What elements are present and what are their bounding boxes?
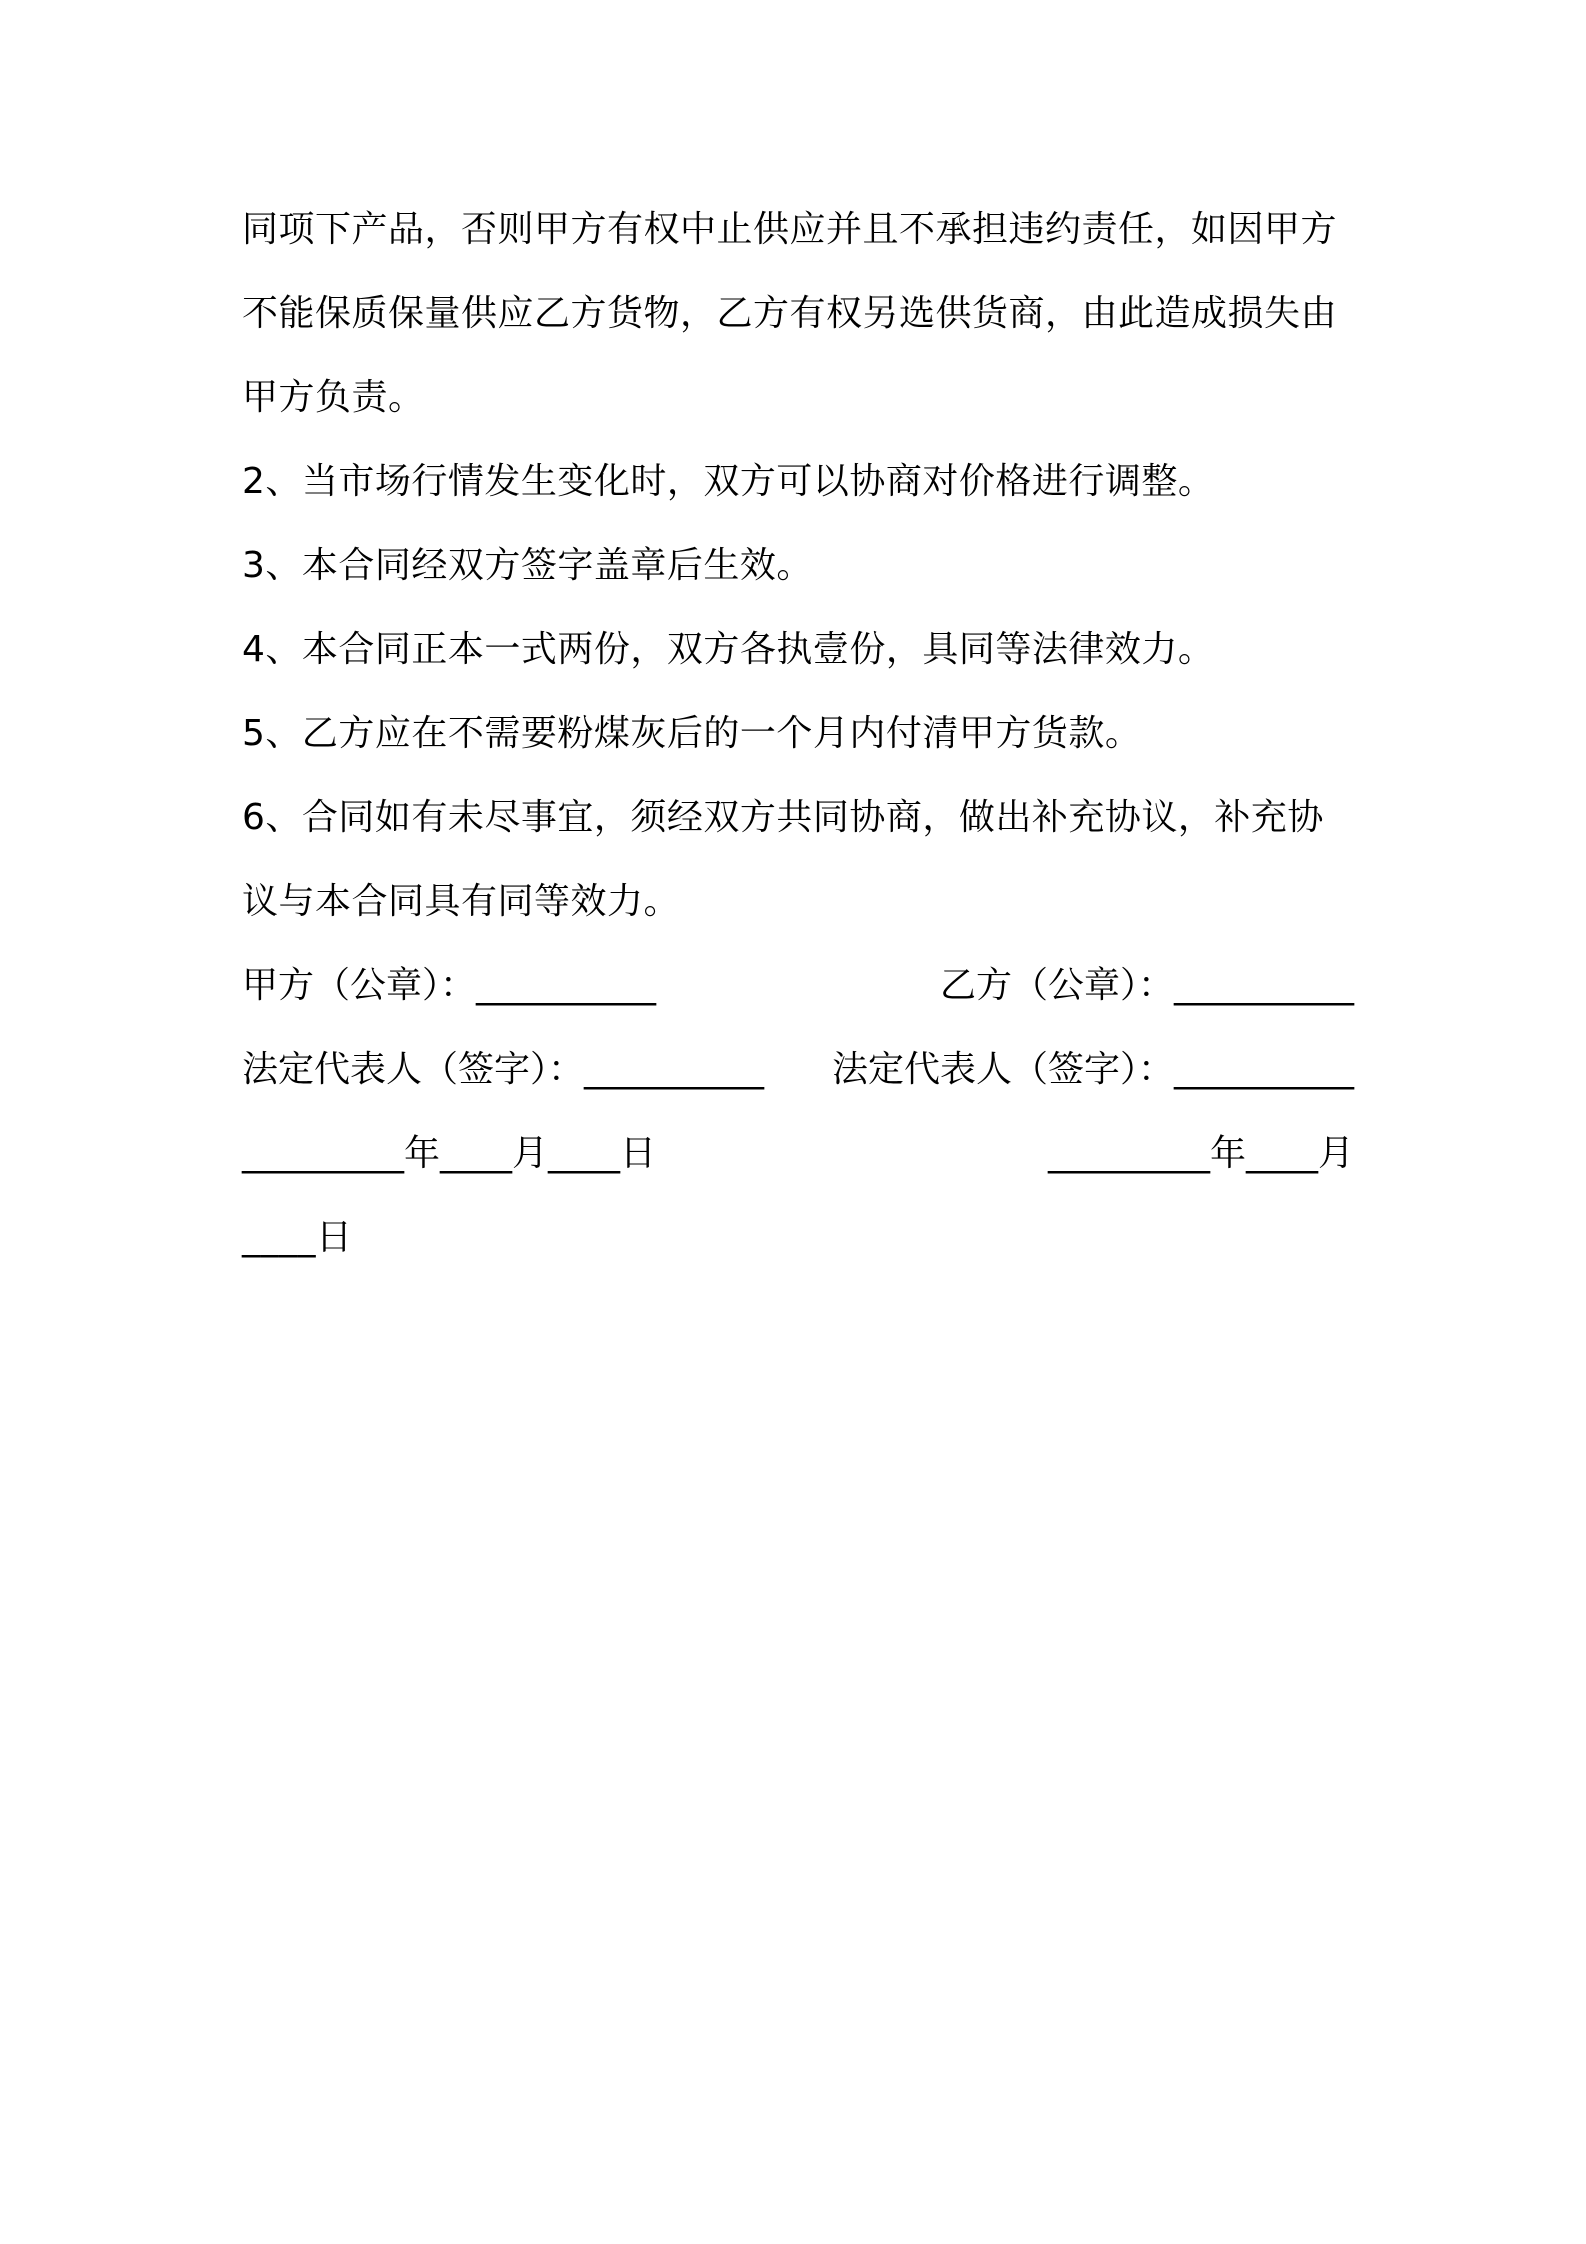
- clause-4: 4、本合同正本一式两份，双方各执壹份，具同等法律效力。: [242, 629, 1215, 670]
- clause-3: 3、本合同经双方签字盖章后生效。: [242, 545, 813, 586]
- party-a-representative-field: 法定代表人（签字）：__________: [242, 1049, 765, 1090]
- party-b-date-field: _________年____月: [1048, 1133, 1354, 1174]
- representative-row: [242, 1046, 1354, 1094]
- clause-2: 2、当市场行情发生变化时，双方可以协商对价格进行调整。: [242, 461, 1215, 502]
- party-a-date-field: _________年____月____日: [242, 1133, 656, 1174]
- seal-row: [242, 962, 1354, 1010]
- paragraph-line: 甲方负责。: [242, 377, 425, 418]
- clause-6-line: 6、合同如有未尽事宜，须经双方共同协商，做出补充协议，补充协: [242, 797, 1324, 838]
- party-b-representative-field: 法定代表人（签字）：__________: [831, 1049, 1354, 1090]
- paragraph-line: 不能保质保量供应乙方货物，乙方有权另选供货商，由此造成损失由: [242, 293, 1338, 334]
- party-b-date-day-field: ____日: [242, 1217, 353, 1258]
- party-b-seal-field: 乙方（公章）：__________: [939, 965, 1354, 1006]
- paragraph-line: 同项下产品，否则甲方有权中止供应并且不承担违约责任，如因甲方: [242, 209, 1338, 250]
- clause-6-line: 议与本合同具有同等效力。: [242, 881, 681, 922]
- date-row: [242, 1130, 1354, 1178]
- party-a-seal-field: 甲方（公章）：__________: [242, 965, 657, 1006]
- clause-5: 5、乙方应在不需要粉煤灰后的一个月内付清甲方货款。: [242, 713, 1142, 754]
